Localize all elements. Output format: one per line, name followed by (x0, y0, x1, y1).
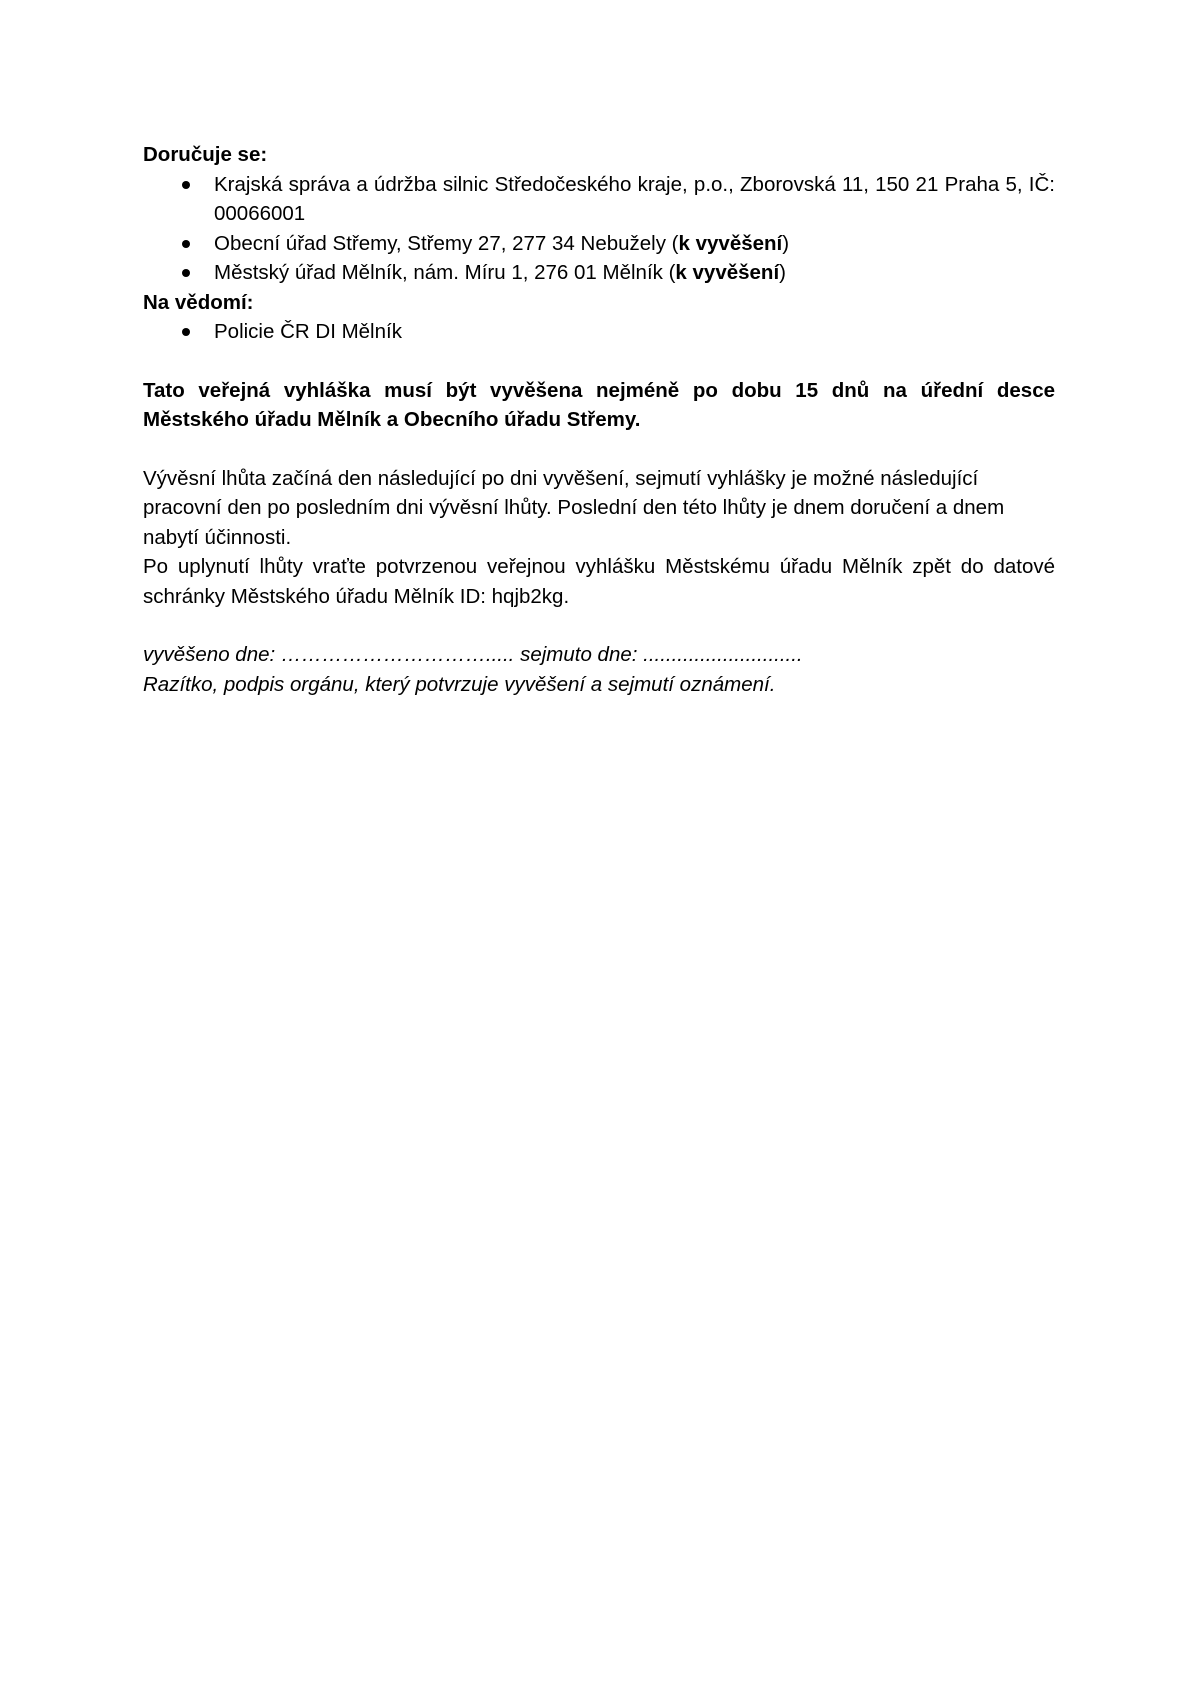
delivery-item-text-end: ) (782, 231, 790, 255)
posting-record (143, 640, 1055, 699)
list-item (143, 170, 1055, 229)
delivery-list (143, 170, 1055, 288)
posting-period-paragraph: Vývěsní lhůta začíná den následující po dni vyvěšení, sejmutí vyhlášky je možné následující pracovní den po posledním dni vývěsní lhůty. Poslední den této lhůty je dnem doručení a dnem nabytí účinnosti. (143, 466, 1005, 549)
bullet-icon (182, 269, 190, 277)
list-item (143, 317, 1055, 347)
bullet-icon (182, 181, 190, 189)
posting-dates-line: vyvěšeno dne: …………………………..... sejmuto dne: ............................ (143, 643, 803, 666)
delivery-heading: Doručuje se: (143, 143, 268, 166)
posting-instructions (143, 464, 1055, 612)
stamp-signature-line: Razítko, podpis orgánu, který potvrzuje vyvěšení a sejmutí oznámení. (143, 672, 776, 696)
document-page (143, 140, 1055, 699)
bullet-icon (182, 240, 190, 248)
delivery-item-text-end: ) (779, 261, 786, 284)
info-heading: Na vědomí: (143, 290, 254, 314)
return-instructions-paragraph: Po uplynutí lhůty vraťte potvrzenou veřejnou vyhlášku Městskému úřadu Mělník zpět do datové schránky Městského úřadu Mělník ID: hqjb2kg. (143, 555, 1055, 608)
delivery-item-bold: k vyvěšení (678, 231, 783, 255)
delivery-item-text: Městský úřad Mělník, nám. Míru 1, 276 01 Mělník ( (214, 261, 676, 284)
delivery-item-text: Obecní úřad Střemy, Střemy 27, 277 34 Nebužely ( (214, 231, 679, 255)
info-list (143, 317, 1055, 347)
info-item-text: Policie ČR DI Mělník (214, 320, 402, 343)
delivery-item-bold: k vyvěšení (675, 261, 780, 284)
posting-notice: Tato veřejná vyhláška musí být vyvěšena nejméně po dobu 15 dnů na úřední desce Městského úřadu Mělník a Obecního úřadu Střemy. (143, 378, 1055, 431)
bullet-icon (182, 328, 190, 336)
list-item (143, 258, 1055, 288)
delivery-item-text: Krajská správa a údržba silnic Středočeského kraje, p.o., Zborovská 11, 150 21 Praha 5, IČ: 00066001 (214, 172, 1055, 225)
list-item (143, 229, 1055, 259)
